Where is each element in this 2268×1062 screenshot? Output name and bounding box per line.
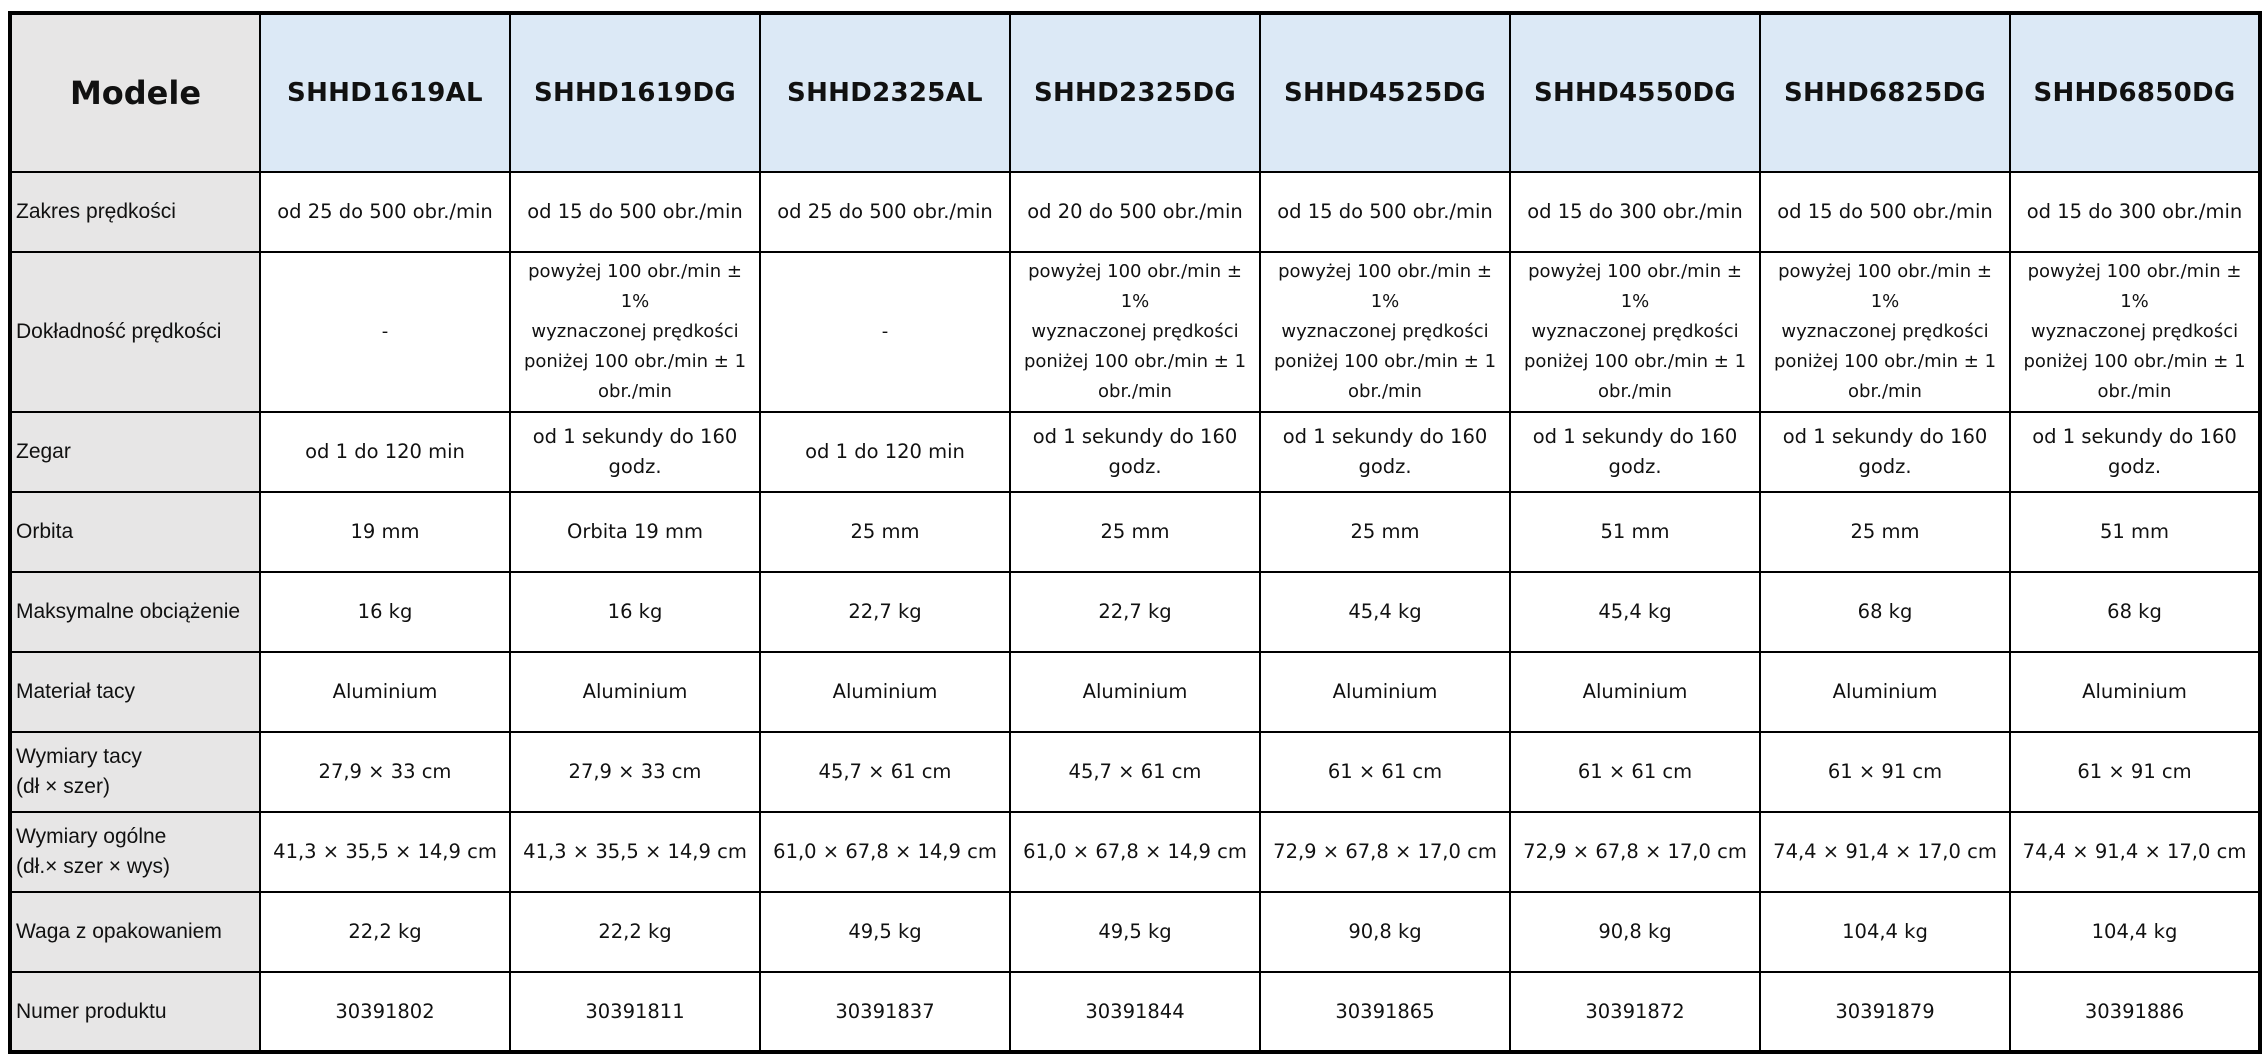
table-cell: od 15 do 500 obr./min [1760,172,2010,252]
table-cell: od 25 do 500 obr./min [260,172,510,252]
table-cell: 72,9 × 67,8 × 17,0 cm [1510,812,1760,892]
table-cell: 74,4 × 91,4 × 17,0 cm [2010,812,2260,892]
table-cell: Aluminium [2010,652,2260,732]
row-speed-accuracy [10,252,2260,412]
row-overall-dimensions [10,812,2260,892]
table-cell: 68 kg [1760,572,2010,652]
table-cell: powyżej 100 obr./min ± 1% wyznaczonej prędkości poniżej 100 obr./min ± 1 obr./min [1760,252,2010,412]
row-max-load [10,572,2260,652]
model-header: SHHD2325DG [1010,13,1260,172]
table-cell: Aluminium [1010,652,1260,732]
table-cell: 61 × 91 cm [1760,732,2010,812]
table-cell: 22,2 kg [260,892,510,972]
table-cell: powyżej 100 obr./min ± 1% wyznaczonej prędkości poniżej 100 obr./min ± 1 obr./min [1510,252,1760,412]
table-cell: 51 mm [1510,492,1760,572]
table-cell: 45,7 × 61 cm [760,732,1010,812]
table-cell: 30391886 [2010,972,2260,1052]
table-cell: Aluminium [760,652,1010,732]
table-cell: 45,7 × 61 cm [1010,732,1260,812]
table-cell: od 15 do 300 obr./min [1510,172,1760,252]
spec-table-container [8,11,2260,1052]
table-cell: od 1 sekundy do 160 godz. [1760,412,2010,492]
row-tray-dimensions [10,732,2260,812]
table-cell: Aluminium [1260,652,1510,732]
table-cell: 61,0 × 67,8 × 14,9 cm [1010,812,1260,892]
table-cell: 45,4 kg [1260,572,1510,652]
row-label: Zegar [10,412,260,492]
table-cell: 30391811 [510,972,760,1052]
table-cell: Aluminium [1760,652,2010,732]
table-cell: od 1 sekundy do 160 godz. [2010,412,2260,492]
table-cell: od 1 sekundy do 160 godz. [510,412,760,492]
table-cell: od 15 do 500 obr./min [510,172,760,252]
table-cell: 22,2 kg [510,892,760,972]
table-cell: Aluminium [510,652,760,732]
table-cell: 68 kg [2010,572,2260,652]
table-cell: 16 kg [260,572,510,652]
table-cell: powyżej 100 obr./min ± 1% wyznaczonej prędkości poniżej 100 obr./min ± 1 obr./min [2010,252,2260,412]
table-cell: 25 mm [1260,492,1510,572]
table-cell: 30391865 [1260,972,1510,1052]
table-cell: od 15 do 500 obr./min [1260,172,1510,252]
table-cell: od 1 sekundy do 160 godz. [1010,412,1260,492]
table-cell: od 20 do 500 obr./min [1010,172,1260,252]
table-cell: 74,4 × 91,4 × 17,0 cm [1760,812,2010,892]
table-cell: 19 mm [260,492,510,572]
table-cell: 30391844 [1010,972,1260,1052]
row-product-number [10,972,2260,1052]
table-cell: 45,4 kg [1510,572,1760,652]
model-header: SHHD4550DG [1510,13,1760,172]
table-cell: 30391872 [1510,972,1760,1052]
table-cell: od 1 sekundy do 160 godz. [1260,412,1510,492]
model-header: SHHD2325AL [760,13,1010,172]
table-cell: powyżej 100 obr./min ± 1% wyznaczonej prędkości poniżej 100 obr./min ± 1 obr./min [1260,252,1510,412]
table-cell: 61 × 91 cm [2010,732,2260,812]
header-row [10,13,2260,172]
model-header: SHHD1619DG [510,13,760,172]
table-cell: 49,5 kg [1010,892,1260,972]
table-cell: Aluminium [260,652,510,732]
table-cell: 41,3 × 35,5 × 14,9 cm [260,812,510,892]
table-cell: 51 mm [2010,492,2260,572]
table-cell: od 1 do 120 min [760,412,1010,492]
table-cell: 61 × 61 cm [1510,732,1760,812]
spec-table [8,11,2262,1054]
table-cell: - [260,252,510,412]
table-cell: 72,9 × 67,8 × 17,0 cm [1260,812,1510,892]
table-cell: 27,9 × 33 cm [510,732,760,812]
row-label: Dokładność prędkości [10,252,260,412]
table-cell: Orbita 19 mm [510,492,760,572]
table-cell: od 1 do 120 min [260,412,510,492]
table-cell: 25 mm [1760,492,2010,572]
row-label: Orbita [10,492,260,572]
table-cell: 104,4 kg [1760,892,2010,972]
row-label: Maksymalne obciążenie [10,572,260,652]
table-cell: 61,0 × 67,8 × 14,9 cm [760,812,1010,892]
table-cell: 30391837 [760,972,1010,1052]
row-label: Zakres prędkości [10,172,260,252]
model-header: SHHD6850DG [2010,13,2260,172]
table-cell: 16 kg [510,572,760,652]
table-cell: Aluminium [1510,652,1760,732]
table-cell: 49,5 kg [760,892,1010,972]
table-cell: 61 × 61 cm [1260,732,1510,812]
row-speed-range [10,172,2260,252]
row-label: Materiał tacy [10,652,260,732]
table-cell: 22,7 kg [1010,572,1260,652]
row-label: Wymiary ogólne (dł.× szer × wys) [10,812,260,892]
table-cell: 22,7 kg [760,572,1010,652]
row-label: Waga z opakowaniem [10,892,260,972]
row-packed-weight [10,892,2260,972]
table-cell: powyżej 100 obr./min ± 1% wyznaczonej prędkości poniżej 100 obr./min ± 1 obr./min [1010,252,1260,412]
row-orbit [10,492,2260,572]
table-cell: 27,9 × 33 cm [260,732,510,812]
model-header: SHHD6825DG [1760,13,2010,172]
table-cell: 90,8 kg [1510,892,1760,972]
row-timer [10,412,2260,492]
table-cell: od 1 sekundy do 160 godz. [1510,412,1760,492]
table-cell: 25 mm [1010,492,1260,572]
row-tray-material [10,652,2260,732]
table-cell: 30391879 [1760,972,2010,1052]
row-label: Wymiary tacy (dł × szer) [10,732,260,812]
table-cell: 41,3 × 35,5 × 14,9 cm [510,812,760,892]
table-cell: 25 mm [760,492,1010,572]
model-header: SHHD1619AL [260,13,510,172]
table-cell: 104,4 kg [2010,892,2260,972]
corner-label: Modele [10,13,260,172]
row-label: Numer produktu [10,972,260,1052]
table-cell: 30391802 [260,972,510,1052]
table-cell: 90,8 kg [1260,892,1510,972]
table-cell: powyżej 100 obr./min ± 1% wyznaczonej prędkości poniżej 100 obr./min ± 1 obr./min [510,252,760,412]
table-cell: - [760,252,1010,412]
table-cell: od 15 do 300 obr./min [2010,172,2260,252]
model-header: SHHD4525DG [1260,13,1510,172]
table-cell: od 25 do 500 obr./min [760,172,1010,252]
